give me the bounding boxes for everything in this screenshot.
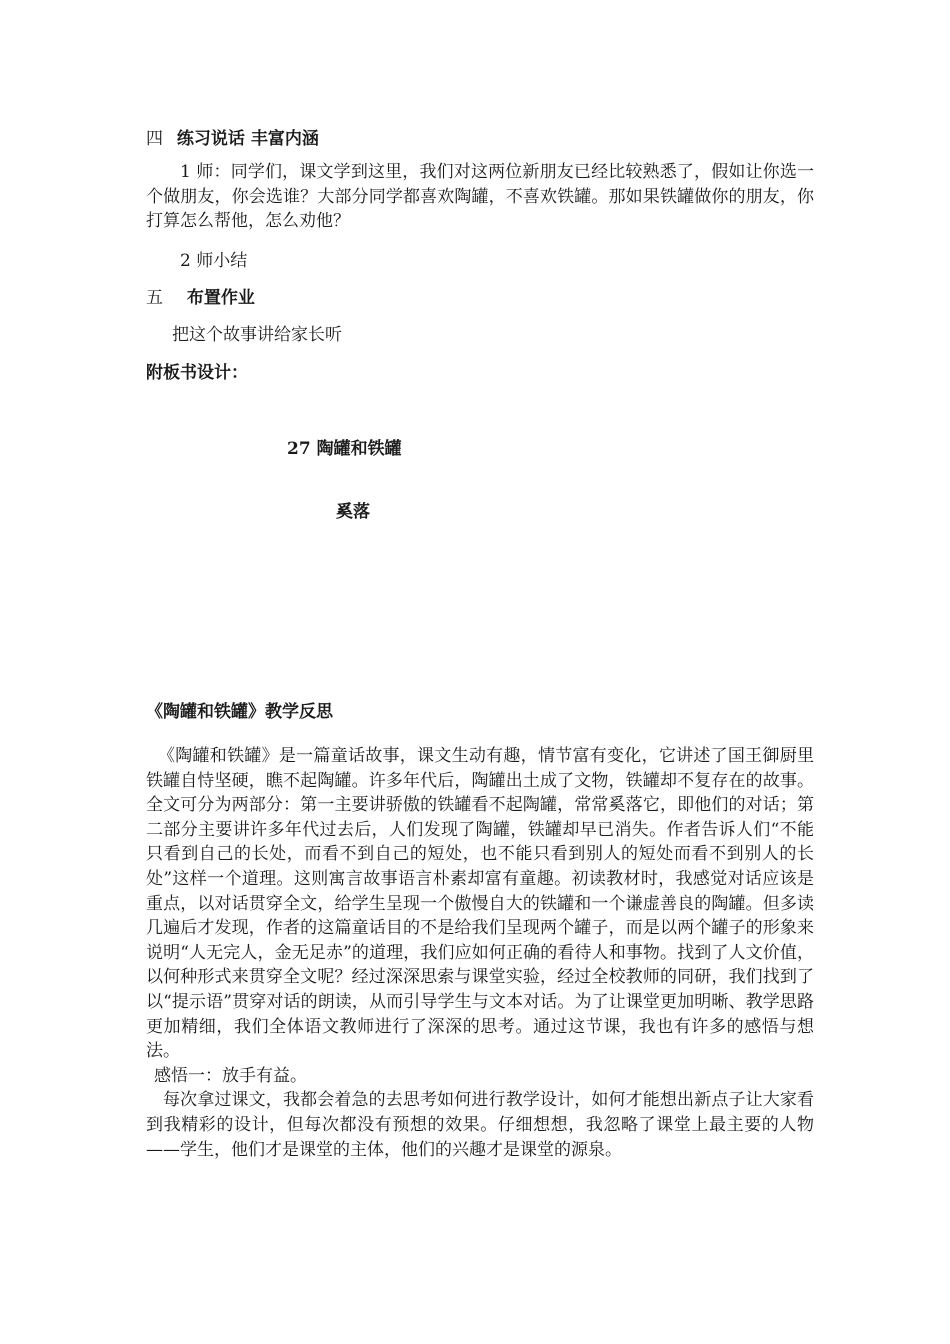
reflection-insight1: 感悟一：放手有益。 [154, 1065, 307, 1086]
reflection-title: 《陶罐和铁罐》教学反思 [146, 702, 333, 722]
reflection-body [146, 744, 814, 1162]
section4-title: 练习说话 丰富内涵 [176, 129, 319, 149]
section4-number: 四 [146, 129, 163, 149]
section4-item2: 2 师小结 [180, 251, 248, 271]
section5-number: 五 [146, 288, 163, 308]
section4-item1: 1 师：同学们，课文学到这里，我们对这两位新朋友已经比较熟悉了，假如让你选一个做朋友，你会选谁？大部分同学都喜欢陶罐，不喜欢铁罐。那如果铁罐做你的朋友，你打算怎么帮他，怎么劝他？ [146, 162, 814, 232]
section5-content: 把这个故事讲给家长听 [172, 325, 342, 345]
section5-title: 布置作业 [186, 288, 255, 308]
board-label: 附板书设计： [146, 363, 248, 383]
section5-heading [146, 286, 255, 310]
board-title: 27 陶罐和铁罐 [287, 439, 402, 459]
reflection-paragraph2: 每次拿过课文，我都会着急的去思考如何进行教学设计，如何才能想出新点子让大家看到我精彩的设计，但每次都没有预想的效果。仔细想想，我忽略了课堂上最主要的人物——学生，他们才是课堂的主体，他们的兴趣才是课堂的源泉。 [146, 1090, 814, 1160]
board-word: 奚落 [336, 502, 370, 522]
reflection-paragraph1: 《陶罐和铁罐》是一篇童话故事，课文生动有趣，情节富有变化，它讲述了国王御厨里铁罐自恃坚硬，瞧不起陶罐。许多年代后，陶罐出土成了文物，铁罐却不复存在的故事。全文可分为两部分：第一主要讲骄傲的铁罐看不起陶罐，常常奚落它，即他们的对话；第二部分主要讲许多年代过去后，人们发现了陶罐，铁罐却早已消失。作者告诉人们“不能只看到自己的长处，而看不到自己的短处，也不能只看到别人的短处而看不到别人的长处”这样一个道理。这则寓言故事语言朴素却富有童趣。初读教材时，我感觉对话应该是重点，以对话贯穿全文，给学生呈现一个傲慢自大的铁罐和一个谦虚善良的陶罐。但多读几遍后才发现，作者的这篇童话目的不是给我们呈现两个罐子，而是以两个罐子的形象来说明“人无完人，金无足赤”的道理，我们应如何正确的看待人和事物。找到了人文价值，以何种形式来贯穿全文呢？经过深深思索与课堂实验，经过全校教师的同研，我们找到了以“提示语”贯穿对话的朗读，从而引导学生与文本对话。为了让课堂更加明晰、教学思路更加精细，我们全体语文教师进行了深深的思考。通过这节课，我也有许多的感悟与想法。 [146, 746, 814, 1062]
section4-item1-block [146, 160, 814, 234]
section4-heading [146, 127, 319, 151]
